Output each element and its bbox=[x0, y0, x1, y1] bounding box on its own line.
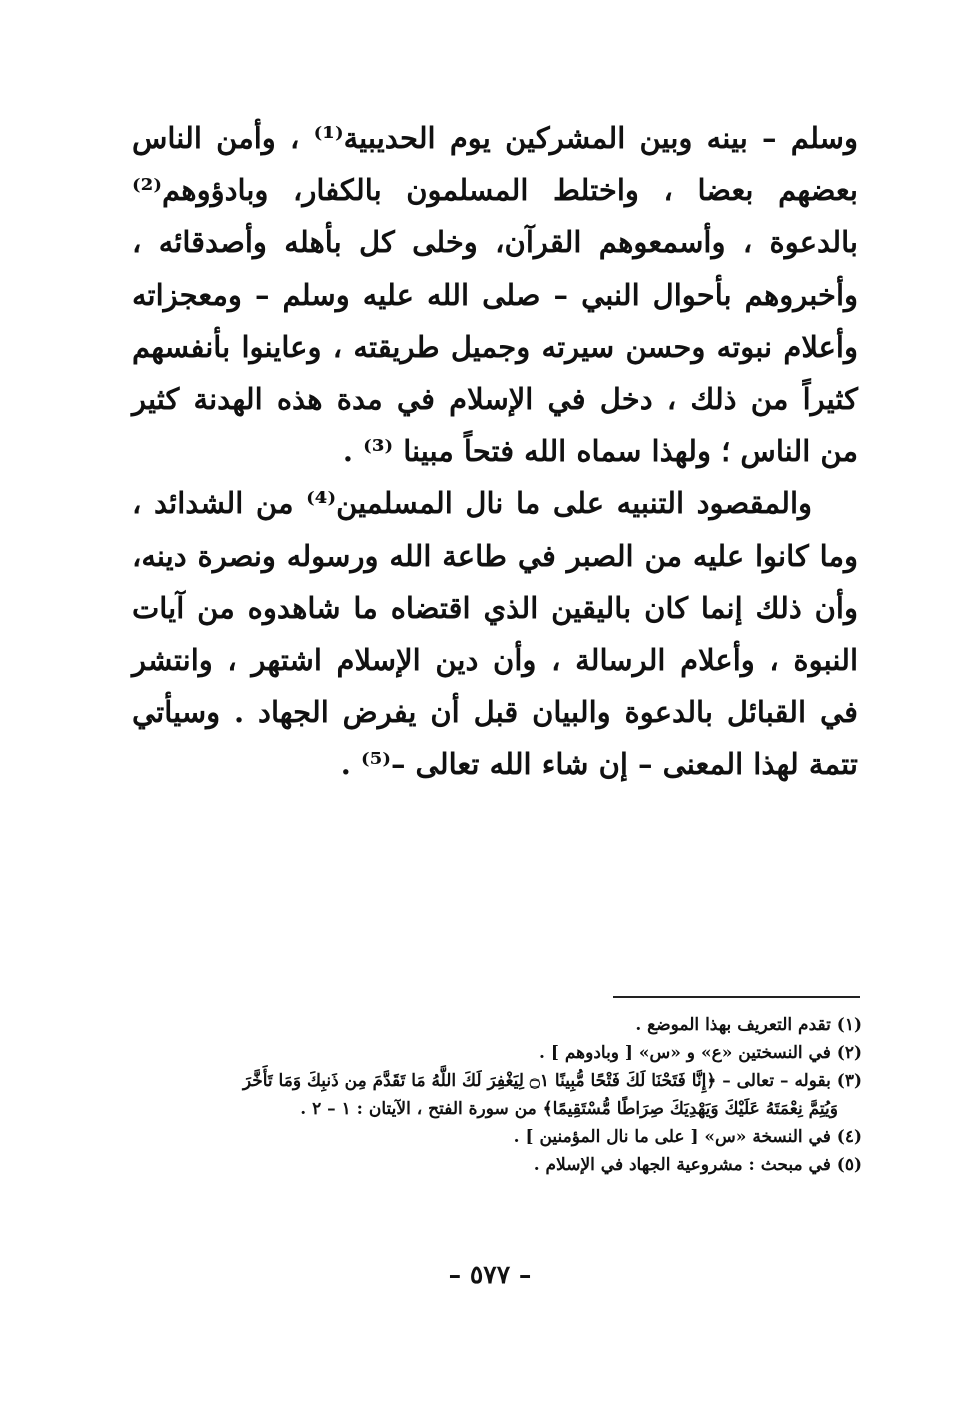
footnote-4: (٤) في النسخة «س» [ على ما نال المؤمنين ] . bbox=[513, 1127, 862, 1147]
footnote-3: (٣) بقوله – تعالى – ﴿إِنَّا فَتَحْنَا لَكَ فَتْحًا مُّبِينًا ۝١ لِيَغْفِرَ لَكَ اللَّهُ مَا تَقَدَّمَ مِن ذَنبِكَ وَمَا تَأَخَّرَ bbox=[242, 1071, 862, 1091]
footnote-3-continuation: وَيُتِمَّ نِعْمَتَهُ عَلَيْكَ وَيَهْدِيَكَ صِرَاطًا مُّسْتَقِيمًا﴾ من سورة الفتح ، الآيتان : ١ – ٢ . bbox=[300, 1099, 838, 1119]
footnote-1: (١) تقدم التعريف بهذا الموضع . bbox=[635, 1015, 862, 1035]
paragraph: وسلم – بينه وبين المشركين يوم الحديبية⁽¹⁾ ، وأمن الناس بعضهم بعضا ، واختلط المسلمون بالكفار، وبادؤوهم⁽²⁾ بالدعوة ، وأسمعوهم القرآن، وخلى كل بأهله وأصدقائه ، وأخبروهم بأحوال النبي – صلى الله عليه وسلم – ومعجزاته وأعلام نبوته وحسن سيرته وجميل طريقته ، وعاينوا بأنفسهم كثيراً من ذلك ، دخل في الإسلام في مدة هذه الهدنة كثير من الناس ؛ ولهذا سماه الله فتحاً مبينا ⁽³⁾ . bbox=[132, 121, 858, 469]
footnote-5: (٥) في مبحث : مشروعية الجهاد في الإسلام . bbox=[533, 1155, 862, 1175]
page-number: – ٥٧٧ – bbox=[448, 1260, 532, 1289]
main-text bbox=[132, 112, 858, 791]
footnotes bbox=[120, 1011, 862, 1179]
paragraph: والمقصود التنبيه على ما نال المسلمين⁽⁴⁾ من الشدائد ، وما كانوا عليه من الصبر في طاعة الله ورسوله ونصرة دينه، وأن ذلك إنما كان باليقين الذي اقتضاه ما شاهدوه من آيات النبوة ، وأعلام الرسالة ، وأن دين الإسلام اشتهر ، وانتشر في القبائل بالدعوة والبيان قبل أن يفرض الجهاد . وسيأتي تتمة لهذا المعنى – إن شاء الله تعالى –⁽⁵⁾ . bbox=[132, 486, 858, 782]
footnote-2: (٢) في النسختين «ع» و «س» [ وبادوهم ] . bbox=[539, 1043, 862, 1063]
footnote-divider bbox=[613, 996, 860, 998]
